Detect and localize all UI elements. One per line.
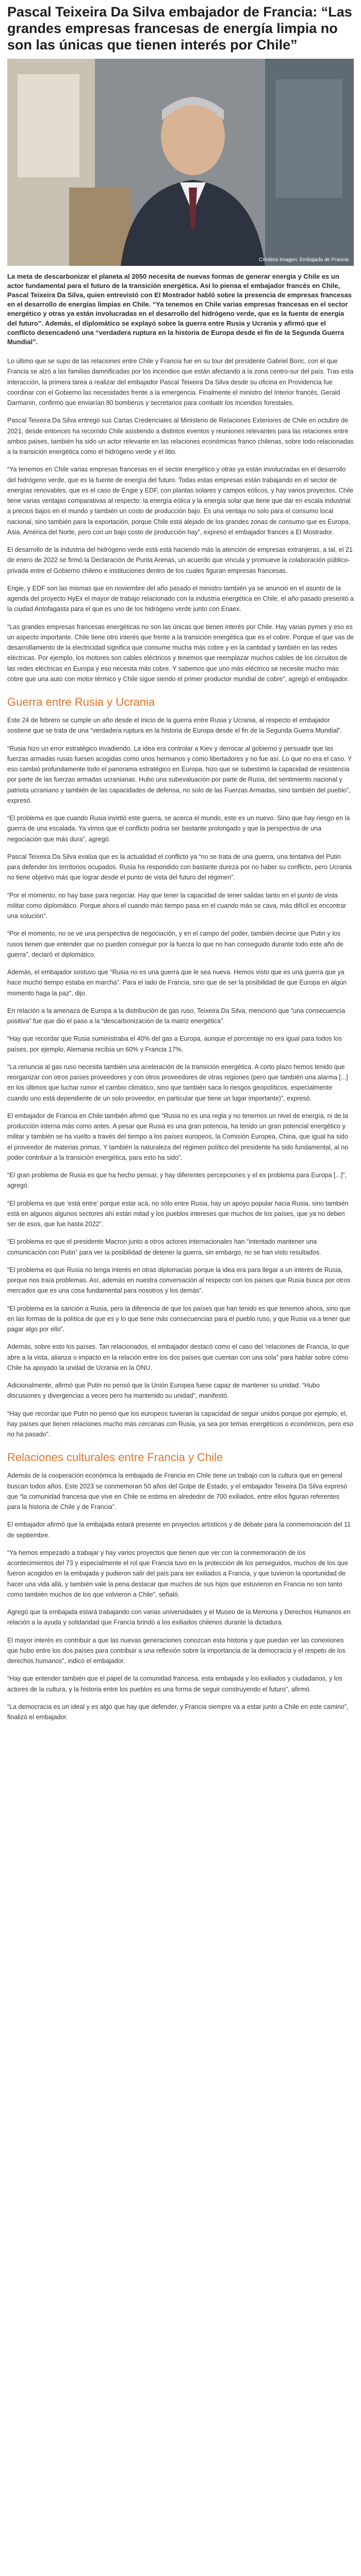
article-title: Pascal Teixeira Da Silva embajador de Francia: “Las grandes empresas francesas de energía limpia no son las únicas que tienen interés por Chile” — [7, 4, 352, 53]
paragraph: Agregó que la embajada estará trabajando con varias universidades y el Museo de la Memoria y Derechos Humanos en relación a la ayuda y solidaridad que Francia brindó a los exiliados chilenos durante la dictadura. — [7, 1608, 351, 1626]
paragraph: Además, el embajador sostuvo que “Rusia no es una guerra que le sea nueva. Hemos visto que es una guerra que ya hace mucho tiempo estaba en marcha”. Para el lado de Francia, sino que de ser la posibilidad de que Europa en algún momento haga la paz”, dijo. — [7, 969, 347, 997]
paragraph: “El problema es la sanción a Rusia, pero la diferencia de que los países que han tenido es que tenemos ahora, sino que en las formas de la política de que es y lo que tiene más consecuencias para el pueblo ruso, y que Rusia va a tener que pagar algo por ello”. — [7, 1304, 351, 1333]
paragraph: Además de la cooperación económica la embajada de Francia en Chile tiene un trabajo con la cultura que en general buscan todos años. Este 2023 se conmemoran 50 años del Golpe de Estado, y el embajador Teixeira Da Silva expresó que “la comunidad francesa que vive en Chile se estima en alrededor de 700 exiliados, entre ellos figuran referentes para la historia de Chile y de Francia”. — [7, 1472, 348, 1511]
paragraph: Pascal Teixeira Da Silva entregó sus Cartas Credenciales al Ministerio de Relaciones Exteriores de Chile en octubre de 2021, desde entonces ha recorrido Chile asistiendo a distintos eventos y reuniones relevantes para las relaciones entre ambos países, también ha sido un actor relevante en las relaciones económicas franco chilenas, sobre todo relacionadas a la transición energética como el hidrógeno verde y el litio. — [7, 417, 354, 456]
paragraph: “Hay que recordar que Putin no pensó que los europeos tuvieran la capacidad de seguir unidos porque por ejemplo, el, hay países que tienen relaciones mucho más cercanas con Rusia, ya sea por temas energéticos o económicos, pero eso no ha pasado”. — [7, 1410, 354, 1438]
image-caption: Créditos Imagen: Embajada de Francia — [259, 257, 349, 263]
paragraph: “El problema es que el presidente Macron junto a otros actores internacionales han “intentado mantener una comunicación con Putin” para ver la posibilidad de detener la guerra, sin embargo, no se han visto resultados. — [7, 1238, 321, 1256]
paragraph: Engie, y EDF son las mismas que en noviembre del año pasado el ministro también ya se anunció en el asunto de la agenda del proyecto HyEx el mayor de trabajo relacionado con la industria energética en Chile, el año pasado presentó a la ciudad Antofagasta para el que es uno de los hidrógeno verde junto con Enaex. — [7, 584, 354, 613]
article-body-part-1 — [7, 356, 354, 684]
section-heading-culture: Relaciones culturales entre Francia y Chile — [7, 1451, 223, 1464]
paragraph: “Las grandes empresas francesas energéticas no son las únicas que tienen interés por Chile. Hay varias pymes y eso es un aspecto importante. Chile tiene otro interés que frente a la transición energética que es el cobre. Porque el que vas de desarrollamiento de la electricidad significa que consume mucha más cobre y en la cantidad y también en las redes eléctricas. Por ejemplo, los motores son cables eléctricos y tenemos que reemplazar muchos cables de los circuitos de las redes eléctricas en Europa y eso necesita más cobre. Y sabemos que uno más eléctrico se necesite mucho más cobre que una auto con motor térmico y Chile sigue siendo el primer productor mundial de cobre”, agregó el embajador. — [7, 623, 354, 683]
paragraph: Lo último que se supo de las relaciones entre Chile y Francia fue en su tour del presidente Gabriel Boric, con el que Francia se alzó a las familias damnificadas por los incendios que están afectando a la zona centro-sur del país. Tras esta interacción, la primera tarea a realizar del embajador Pascal Teixeira Da Silva desde su oficina en Providencia fue coordinar con el Gobierno las necesidades frente a la emergencia. Finalmente el ministro del Interior francés, Gerald Darmanin, confirmó que enviarían 80 bomberos y secretarios para combatir los incendios forestales. — [7, 358, 354, 407]
paragraph: El embajador de Francia en Chile también afirmó que “Rusia no es una regla y no tenemos un nivel de energía, ni de la producción interna más como antes. A pesar que Rusia es una gran potencia, ha tenido un gran potencial energético y militar y también se ha vuelto a través del tiempo a los países europeos, la Comisión Europea, China, que igual ha sido el proveedor de materias primas. Y también la naturaleza del régimen político del presidente ha sido fundamental, al no poder contribuir a la transición energética, para esto ha sido”. — [7, 1112, 349, 1161]
paragraph: “Ya hemos empezado a trabajar y hay varios proyectos que tienen que ver con la conmemoración de los acontecimientos del 73 y especialmente el rol que Francia tuvo en la protección de los perseguidos, muchos de los que fueron acogidos en la embajada y pudieron salir del país para ser exiliados a Francia, y que tuvieron la oportunidad de hacer una vida allá, y también vale la pena destacar que muchos de sus hijos que estuvieron en Francia no son tanto como también muchos de los que volvieron a Chile”, señaló. — [7, 1549, 348, 1598]
paragraph: El desarrollo de la industria del hidrógeno verde está está haciendo más la atención de empresas extranjeras, a tal, el 21 de enero de 2022 se firmó la Declaración de Punta Arenas, un acuerdo que vincula y promueve la colaboración público-privada entre el Gobierno chileno e instituciones dentro de los cuales figuran empresas francesas. — [7, 546, 353, 574]
paragraph: “La renuncia al gas ruso necesita también una aceleración de la transición energética. A corto plazo hemos tenido que reorganizar con otros países proveedores y con otros proveedores de otras regiones (pero que también una alarma [...] en los últimos que luchar rumor el cambio climático, sino que también saca lo riesgos geopolíticos, especialmente cuando uno está dependiente de un solo proveedor, en particular que tiene un lugar importante)”, expresó. — [7, 1063, 348, 1102]
paragraph: “El problema es que cuando Rusia invirtió este guerra, se acerca el mundo, este es un nuevo. Sino que hay riesgo en la guerra de una escalada. Ya vimos que el conflicto podría ser bastante prolongado y que la perspectiva de una negociación que más dura”, agregó. — [7, 815, 350, 843]
paragraph: En relación a la amenaza de Europa a la distribución de gas ruso, Teixeira Da Silva, mencionó que “una consecuencia positiva” fue que dio el paso a la “descarbonización de la matriz energética”. — [7, 1007, 346, 1025]
section-heading-war: Guerra entre Rusia y Ucrania — [7, 696, 155, 709]
paragraph: Además, sobre esto los países. Tan relacionados, el embajador destacó como el caso del ‘relaciones de Francia, lo que abre a la vista, alianza o impacto en la relación entre los dos países que cuentan con una sola” para hablar sobre cómo Chile ha apoyado la unidad de Ucrania en la ONU. — [7, 1343, 349, 1371]
paragraph: El mayor interés es contribuir a que las nuevas generaciones conozcan esta historia y que puedan ver las conexiones que hubo entre los dos países para contribuir a una reflexión sobre la importancia de la democracia y el respeto de los derechos humanos”, indicó el embajador. — [7, 1636, 346, 1665]
article-body-part-2 — [7, 715, 354, 1439]
paragraph: “La democracia es un ideal y es algo que hay que defender, y Francia siempre va a estar junto a Chile en este camino”, finalizó el embajador. — [7, 1703, 349, 1721]
paragraph: Este 24 de febrero se cumple un año desde el inicio de la guerra entre Rusia y Ucrania, al respecto el embajador sostiene que se trata de una “verdadera ruptura en la historia de Europa desde el fin de la Segunda Guerra Mundial”. — [7, 717, 342, 735]
paragraph: “Por el momento, no se ve una perspectiva de negociación, y en el campo del poder, también decirse que Putin y los rusos tienen que entender que no pueden conseguir por la fuerza lo que no han conseguido durante todo este año de guerra”, declaró el diplomático. — [7, 930, 343, 958]
paragraph: “El problema es que Rusia no tenga interés en otras diplomacias porque la idea era para llegar a un interés de Rusia, porque nos traía problemas. Así, además en nuestra conversación al respecto con los países que Rusia busca por otros mercados que es una cosa fundamental para nosotros y los demás”. — [7, 1266, 351, 1295]
paragraph: “Hay que recordar que Rusia suministraba el 40% del gas a Europa, aunque el porcentaje no era igual para todos los países, por ejemplo, Alemania recibía un 60% y Francia 17%. — [7, 1035, 342, 1053]
hero-photo — [7, 59, 354, 266]
paragraph: “Hay que entender también que el papel de la comunidad francesa, esta embajada y los exiliados y ciudadanos, y los actores de la cultura, y la historia entre los pueblos es una forma de seguir construyendo el futuro”, afirmó. — [7, 1675, 342, 1693]
paragraph: El embajador afirmó que la embajada estará presente en proyectos artísticos y de debate para la conmemoración del 11 de septiembre. — [7, 1521, 351, 1539]
article-lead: La meta de descarbonizar el planeta al 2050 necesita de nuevas formas de generar energía y Chile es un actor fundamental para el futuro de la transición energética. Así lo piensa el embajador francés en Chile, Pascal Teixeira Da Silva, quien entrevistó con El Mostrador habló sobre la presencia de empresas francesas en el desarrollo de energías limpias en Chile. “Ya tenemos en Chile varias empresas francesas en el sector energético y otras ya están involucradas en el desarrollo del hidrógeno verde, que es la fuente de energía del futuro”. Además, el diplomático se explayó sobre la guerra entre Rusia y Ucrania y afirmó que el conflicto desencadenó una “verdadera ruptura en la historia de Europa desde el fin de la Segunda Guerra Mundial”. — [7, 272, 352, 346]
paragraph: Adicionalmente, afirmó que Putin no pensó que la Unión Europea fuese capaz de mantener su unidad. “Hubo discusiones y divergencias a veces pero ha mantenido su unidad”, manifestó. — [7, 1382, 320, 1400]
paragraph: “Por el momento, no hay base para negociar. Hay que tener la capacidad de tener salidas tanto en el punto de vista militar como diplomático. Porque ahora el cuando más tiempo pasa en el cuando más se cava, más difícil es encontrar una solución”. — [7, 891, 347, 920]
paragraph: “Rusia hizo un error estratégico invadiendo. La idea era controlar a Kiev y derrocar al gobierno y persuadir que las fuerzas armadas rusas fuesen acogidas como unos hermanos y como libertadores y no fue así. Lo que no era el caso. Y eso cambió profundamente todo el panorama estratégico en Europa, hizo que se subestimó la capacidad de resistencia por parte de las fuerzas armadas ucranianas. Hubo una subevaluación por parte de Rusia, del sentimiento nacional y patriota ucraniano y también de las capacidades de defensa, no solo de las Fuerzas Armadas, sino también del pueblo”, expresó. — [7, 744, 352, 804]
ambassador-portrait-illustration — [7, 59, 354, 266]
paragraph: “El problema es que ‘está entre’ porque estar acá, no sólo entre Rusia, hay un apoyo popular hacia Rusia, sino también está en algunos algunos sectores ahí están mitad y los pueblos intereses que muchos de los países, que ya no deben ser de esos, que fue hasta 2022”. — [7, 1199, 349, 1228]
paragraph: “El gran problema de Rusia es que ha hecho pensar, y hay diferentes percepciones y el es problema para Europa [...]”, agregó. — [7, 1172, 347, 1190]
article-body-part-3 — [7, 1470, 354, 1722]
paragraph: “Ya tenemos en Chile varias empresas francesas en el sector energético y otras ya están involucradas en el desarrollo del hidrógeno verde, que es la fuente de energía del futuro. Todas estas empresas están trabajando en el sector de energías renovables, que es el caso de Engie y EDF, con plantas solares y campos eólicos, y hay varios proyectos. Chile tiene varias ventajas comparativas al respecto: la energía eólica y la energía solar que tiene que dar en escala industrial a precios bajos en el mundo y también un costo de producción bajo. Es una ventaja no solo para el consumo local nacional, sino también para la exportación, porque Chile está alejado de los grandes zonas de consumo que es Europa, Asia, América del Norte, pero con un bajo costo de producción hay”, expresó el embajador francés a El Mostrador. — [7, 466, 354, 536]
paragraph: Pascal Teixeira Da Silva evalúa que es la actualidad el conflicto ya “no se trata de una guerra, una tentativa del Putin para defender los territorios ocupados. Rusia ha respondido con bastante dureza por no haber su conflicto, pero Ucrania no tiene objetivo más que lograr desde el punto de vista del futuro del régimen”. — [7, 853, 352, 882]
